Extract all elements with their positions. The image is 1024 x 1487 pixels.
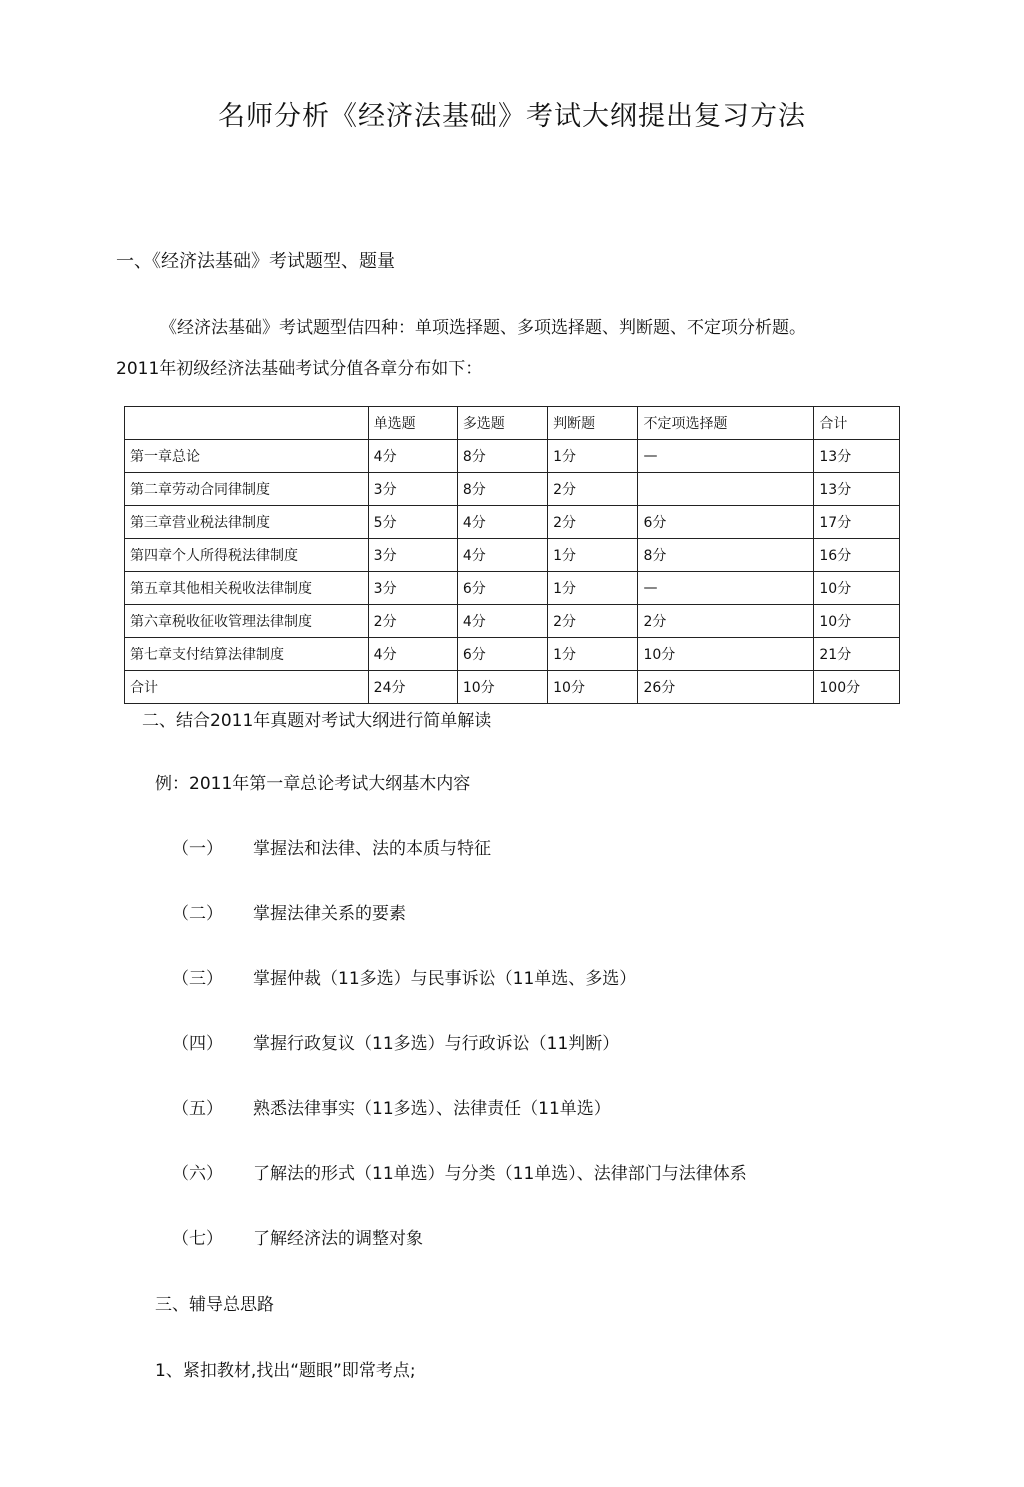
outline-item-text: 掌握法和法律、法的本质与特征 xyxy=(253,839,491,859)
table-cell: 4分 xyxy=(457,605,547,638)
outline-item-number: （一） xyxy=(172,839,223,859)
table-row xyxy=(125,572,900,605)
table-cell: 10分 xyxy=(814,572,900,605)
table-row xyxy=(125,440,900,473)
section2-heading: 二、结合2011年真题对考试大纲进行简单解读 xyxy=(142,711,492,731)
table-cell: 3分 xyxy=(368,572,457,605)
outline-item-number: （四） xyxy=(172,1034,223,1054)
table-cell: 4分 xyxy=(457,506,547,539)
table-row xyxy=(125,473,900,506)
table-cell: 6分 xyxy=(638,506,814,539)
section3-tip-1: 1、紧扣教材,找出“题眼”即常考点; xyxy=(155,1361,416,1381)
table-cell: 6分 xyxy=(457,638,547,671)
table-cell: 100分 xyxy=(814,671,900,704)
table-cell: 4分 xyxy=(368,638,457,671)
table-cell: — xyxy=(638,440,814,473)
table-cell: 第一章总论 xyxy=(125,440,369,473)
table-cell: 第六章税收征收管理法律制度 xyxy=(125,605,369,638)
outline-item-text: 熟悉法律事实（11多选）、法律责任（11单选） xyxy=(253,1099,611,1119)
table-row xyxy=(125,506,900,539)
section1-heading: 一、《经济法基础》考试题型、题量 xyxy=(116,251,395,272)
table-cell: 第四章个人所得税法律制度 xyxy=(125,539,369,572)
section1-paragraph-1: 《经济法基础》考试题型佶四种：单项选择题、多项选择题、判断题、不定项分析题。 xyxy=(160,318,806,338)
table-cell: 10分 xyxy=(548,671,638,704)
table-cell: 4分 xyxy=(368,440,457,473)
table-cell: 5分 xyxy=(368,506,457,539)
table-cell: 2分 xyxy=(368,605,457,638)
table-cell: 10分 xyxy=(457,671,547,704)
table-cell: 8分 xyxy=(638,539,814,572)
table-cell: 13分 xyxy=(814,440,900,473)
table-cell: 1分 xyxy=(548,572,638,605)
table-cell: 2分 xyxy=(548,605,638,638)
table-header-cell: 多选题 xyxy=(457,407,547,440)
table-cell: — xyxy=(638,572,814,605)
table-cell: 8分 xyxy=(457,473,547,506)
outline-item xyxy=(172,1159,747,1184)
outline-item-number: （七） xyxy=(172,1229,223,1249)
table-cell: 合计 xyxy=(125,671,369,704)
outline-item xyxy=(172,899,406,924)
table-cell: 2分 xyxy=(548,473,638,506)
table-header-cell: 合计 xyxy=(814,407,900,440)
table-cell: 24分 xyxy=(368,671,457,704)
table-header-cell: 单选题 xyxy=(368,407,457,440)
table-cell: 1分 xyxy=(548,440,638,473)
table-row xyxy=(125,605,900,638)
outline-item xyxy=(172,1029,619,1054)
table-cell: 2分 xyxy=(638,605,814,638)
outline-item-text: 掌握法律关系的要素 xyxy=(253,904,406,924)
table-header-cell: 判断题 xyxy=(548,407,638,440)
table-cell: 8分 xyxy=(457,440,547,473)
table-header-cell: 不定项选择题 xyxy=(638,407,814,440)
outline-item xyxy=(172,834,491,859)
outline-item-number: （三） xyxy=(172,969,223,989)
section1-paragraph-2: 2011年初级经济法基础考试分值各章分布如下： xyxy=(116,359,483,379)
table-cell: 4分 xyxy=(457,539,547,572)
table-cell: 3分 xyxy=(368,539,457,572)
score-distribution-table xyxy=(124,406,900,704)
outline-item-text: 了解经济法的调整对象 xyxy=(253,1229,423,1249)
table-cell: 21分 xyxy=(814,638,900,671)
outline-item-text: 掌握行政复议（11多选）与行政诉讼（11判断） xyxy=(253,1034,620,1054)
outline-item-number: （二） xyxy=(172,904,223,924)
table-header-cell xyxy=(125,407,369,440)
outline-item-text: 了解法的形式（11单选）与分类（11单选）、法律部门与法律体系 xyxy=(253,1164,747,1184)
table-cell: 13分 xyxy=(814,473,900,506)
table-cell: 第七章支付结算法律制度 xyxy=(125,638,369,671)
section2-example: 例：2011年第一章总论考试大纲基木内容 xyxy=(155,774,471,794)
table-cell: 3分 xyxy=(368,473,457,506)
table-header-row xyxy=(125,407,900,440)
table-row xyxy=(125,638,900,671)
table-cell: 10分 xyxy=(638,638,814,671)
table-cell: 第三章营业税法律制度 xyxy=(125,506,369,539)
outline-item xyxy=(172,964,636,989)
table-cell: 26分 xyxy=(638,671,814,704)
table-cell: 16分 xyxy=(814,539,900,572)
table-cell: 第二章劳动合同律制度 xyxy=(125,473,369,506)
outline-item-number: （六） xyxy=(172,1164,223,1184)
outline-item-text: 掌握仲裁（11多选）与民事诉讼（11单选、多选） xyxy=(253,969,637,989)
outline-item xyxy=(172,1094,611,1119)
section3-heading: 三、辅导总思路 xyxy=(155,1295,274,1315)
table-cell: 2分 xyxy=(548,506,638,539)
document-title: 名师分析《经济法基础》考试大纲提出复习方法 xyxy=(218,101,806,132)
table-cell: 6分 xyxy=(457,572,547,605)
table-cell xyxy=(638,473,814,506)
table-cell: 17分 xyxy=(814,506,900,539)
outline-item xyxy=(172,1224,423,1249)
table-row xyxy=(125,671,900,704)
table-cell: 第五章其他相关税收法律制度 xyxy=(125,572,369,605)
table-row xyxy=(125,539,900,572)
outline-item-number: （五） xyxy=(172,1099,223,1119)
table-cell: 10分 xyxy=(814,605,900,638)
table-cell: 1分 xyxy=(548,638,638,671)
table-cell: 1分 xyxy=(548,539,638,572)
